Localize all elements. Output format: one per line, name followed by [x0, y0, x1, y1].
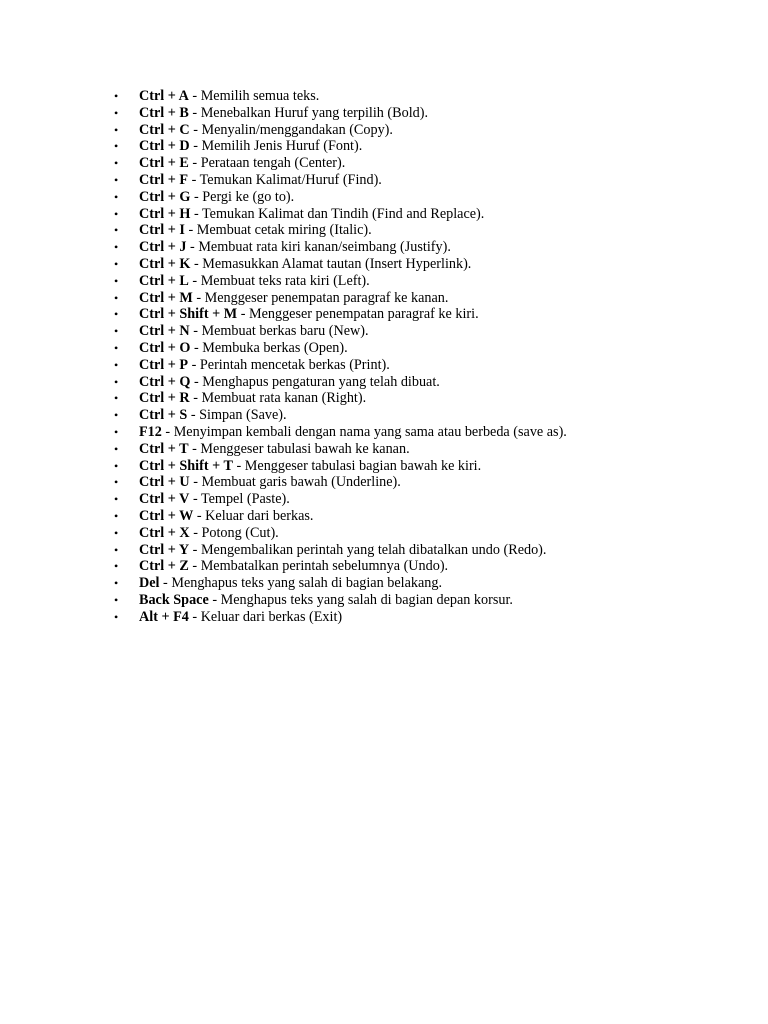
list-item — [114, 474, 567, 491]
separator: - — [208, 591, 221, 608]
separator: - — [190, 188, 203, 205]
separator: - — [188, 558, 201, 575]
separator: - — [190, 373, 203, 390]
shortcut-key: Ctrl + C — [139, 121, 190, 138]
shortcut-key: Ctrl + Shift + M — [139, 306, 238, 323]
shortcut-description: Temukan Kalimat dan Tindih (Find and Replace). — [202, 205, 485, 222]
list-item — [114, 508, 567, 525]
separator: - — [188, 608, 201, 625]
shortcut-description: Simpan (Save). — [199, 407, 287, 424]
shortcut-key: Ctrl + O — [139, 339, 191, 356]
shortcut-description: Menghapus teks yang salah di bagian depan korsur. — [220, 591, 513, 608]
shortcut-key: Ctrl + Shift + T — [139, 457, 233, 474]
shortcut-key: Ctrl + E — [139, 155, 189, 172]
bullet-icon: • — [114, 172, 119, 187]
shortcut-description: Menghapus pengaturan yang telah dibuat. — [202, 373, 440, 390]
separator: - — [190, 255, 203, 272]
bullet-icon: • — [114, 273, 119, 288]
bullet-icon: • — [114, 576, 119, 591]
shortcut-description: Menghapus teks yang salah di bagian belakang. — [171, 575, 442, 592]
shortcut-key: Ctrl + T — [139, 440, 189, 457]
list-item — [114, 88, 567, 105]
separator: - — [193, 507, 206, 524]
bullet-icon: • — [114, 542, 119, 557]
list-item — [114, 273, 567, 290]
bullet-icon: • — [114, 223, 119, 238]
separator: - — [189, 390, 202, 407]
list-item — [114, 206, 567, 223]
list-item — [114, 105, 567, 122]
list-item — [114, 441, 567, 458]
bullet-icon: • — [114, 105, 119, 120]
shortcut-key: Ctrl + I — [139, 222, 185, 239]
bullet-icon: • — [114, 492, 119, 507]
list-item — [114, 525, 567, 542]
shortcut-description: Keluar dari berkas (Exit) — [200, 608, 343, 625]
shortcut-description: Temukan Kalimat/Huruf (Find). — [199, 171, 382, 188]
shortcut-key: Ctrl + K — [139, 255, 191, 272]
separator: - — [190, 205, 202, 222]
list-item — [114, 542, 567, 559]
bullet-icon: • — [114, 475, 119, 490]
separator: - — [189, 491, 201, 508]
shortcut-key: Ctrl + V — [139, 491, 190, 508]
bullet-icon: • — [114, 508, 119, 523]
separator: - — [184, 222, 197, 239]
separator: - — [189, 323, 202, 340]
separator: - — [186, 239, 199, 256]
separator: - — [190, 339, 203, 356]
shortcut-key: Ctrl + A — [139, 88, 189, 104]
shortcut-description: Memilih semua teks. — [200, 88, 320, 104]
separator: - — [188, 440, 201, 457]
list-item — [114, 575, 567, 592]
list-item — [114, 424, 567, 441]
list-item — [114, 256, 567, 273]
bullet-icon: • — [114, 340, 119, 355]
bullet-icon: • — [114, 156, 119, 171]
bullet-icon: • — [114, 525, 119, 540]
shortcut-key: Ctrl + R — [139, 390, 190, 407]
shortcut-key: Ctrl + M — [139, 289, 193, 306]
shortcut-description: Mengembalikan perintah yang telah dibatalkan undo (Redo). — [200, 541, 547, 558]
separator: - — [188, 171, 200, 188]
shortcut-key: Ctrl + F — [139, 171, 189, 188]
shortcut-description: Menyimpan kembali dengan nama yang sama atau berbeda (save as). — [173, 423, 567, 440]
shortcut-key: Ctrl + L — [139, 272, 189, 289]
shortcut-description: Pergi ke (go to). — [202, 188, 295, 205]
shortcut-description: Memilih Jenis Huruf (Font). — [201, 138, 363, 155]
shortcut-key: Ctrl + W — [139, 507, 194, 524]
separator: - — [159, 575, 172, 592]
list-item — [114, 592, 567, 609]
list-item — [114, 306, 567, 323]
shortcut-key: Ctrl + U — [139, 474, 190, 491]
list-item — [114, 390, 567, 407]
shortcut-key: Ctrl + Z — [139, 558, 189, 575]
separator: - — [188, 272, 201, 289]
bullet-icon: • — [114, 391, 119, 406]
list-item — [114, 609, 567, 626]
list-item — [114, 558, 567, 575]
shortcut-description: Membuat teks rata kiri (Left). — [200, 272, 370, 289]
shortcut-list — [114, 88, 567, 626]
separator: - — [189, 138, 202, 155]
list-item — [114, 374, 567, 391]
separator: - — [188, 155, 201, 172]
separator: - — [189, 541, 201, 558]
shortcut-key: Ctrl + D — [139, 138, 190, 155]
list-item — [114, 491, 567, 508]
shortcut-description: Membuat berkas baru (New). — [201, 323, 369, 340]
list-item — [114, 458, 567, 475]
shortcut-description: Keluar dari berkas. — [205, 507, 314, 524]
shortcut-key: Ctrl + N — [139, 323, 190, 340]
list-item — [114, 222, 567, 239]
separator: - — [192, 289, 205, 306]
list-item — [114, 155, 567, 172]
list-item — [114, 323, 567, 340]
list-item — [114, 239, 567, 256]
list-item — [114, 189, 567, 206]
shortcut-key: Ctrl + B — [139, 104, 189, 121]
shortcut-description: Membuat rata kiri kanan/seimbang (Justify). — [198, 239, 451, 256]
shortcut-key: F12 — [139, 423, 162, 440]
shortcut-description: Potong (Cut). — [201, 524, 279, 541]
shortcut-key: Ctrl + X — [139, 524, 190, 541]
shortcut-key: Back Space — [139, 591, 209, 608]
shortcut-description: Menggeser penempatan paragraf ke kiri. — [248, 306, 479, 323]
bullet-icon: • — [114, 374, 119, 389]
list-item — [114, 172, 567, 189]
list-item — [114, 357, 567, 374]
bullet-icon: • — [114, 189, 119, 204]
shortcut-key: Ctrl + G — [139, 188, 191, 205]
bullet-icon: • — [114, 240, 119, 255]
separator: - — [188, 356, 200, 373]
bullet-icon: • — [114, 307, 119, 322]
bullet-icon: • — [114, 256, 119, 271]
bullet-icon: • — [114, 408, 119, 423]
list-item — [114, 290, 567, 307]
list-item — [114, 340, 567, 357]
shortcut-key: Ctrl + P — [139, 356, 189, 373]
bullet-icon: • — [114, 424, 119, 439]
bullet-icon: • — [114, 290, 119, 305]
shortcut-description: Menggeser tabulasi bagian bawah ke kiri. — [244, 457, 482, 474]
bullet-icon: • — [114, 441, 119, 456]
list-item — [114, 138, 567, 155]
separator: - — [189, 121, 202, 138]
shortcut-key: Ctrl + Q — [139, 373, 191, 390]
bullet-icon: • — [114, 139, 119, 154]
separator: - — [188, 88, 201, 104]
bullet-icon: • — [114, 206, 119, 221]
shortcut-description: Memasukkan Alamat tautan (Insert Hyperlink). — [202, 255, 472, 272]
shortcut-description: Membuat garis bawah (Underline). — [201, 474, 401, 491]
separator: - — [189, 474, 202, 491]
shortcut-description: Membatalkan perintah sebelumnya (Undo). — [200, 558, 449, 575]
shortcut-key: Ctrl + J — [139, 239, 187, 256]
shortcut-description: Membuat rata kanan (Right). — [201, 390, 367, 407]
separator: - — [161, 423, 174, 440]
shortcut-key: Ctrl + S — [139, 407, 188, 424]
shortcut-description: Menebalkan Huruf yang terpilih (Bold). — [200, 104, 429, 121]
separator: - — [232, 457, 245, 474]
shortcut-description: Menggeser tabulasi bawah ke kanan. — [200, 440, 410, 457]
shortcut-description: Membuat cetak miring (Italic). — [196, 222, 372, 239]
bullet-icon: • — [114, 122, 119, 137]
separator: - — [188, 104, 201, 121]
bullet-icon: • — [114, 592, 119, 607]
bullet-icon: • — [114, 357, 119, 372]
bullet-icon: • — [114, 458, 119, 473]
bullet-icon: • — [114, 89, 119, 103]
list-item — [114, 407, 567, 424]
shortcut-description: Menyalin/menggandakan (Copy). — [201, 121, 393, 138]
separator: - — [187, 407, 200, 424]
bullet-icon: • — [114, 324, 119, 339]
separator: - — [237, 306, 249, 323]
shortcut-key: Del — [139, 575, 160, 592]
shortcut-key: Ctrl + H — [139, 205, 191, 222]
separator: - — [189, 524, 202, 541]
shortcut-description: Perintah mencetak berkas (Print). — [199, 356, 390, 373]
shortcut-description: Perataan tengah (Center). — [200, 155, 346, 172]
shortcut-description: Tempel (Paste). — [200, 491, 290, 508]
list-item — [114, 122, 567, 139]
shortcut-key: Ctrl + Y — [139, 541, 190, 558]
bullet-icon: • — [114, 559, 119, 574]
shortcut-description: Membuka berkas (Open). — [202, 339, 348, 356]
bullet-icon: • — [114, 609, 119, 624]
shortcut-key: Alt + F4 — [139, 608, 189, 625]
shortcut-description: Menggeser penempatan paragraf ke kanan. — [204, 289, 449, 306]
